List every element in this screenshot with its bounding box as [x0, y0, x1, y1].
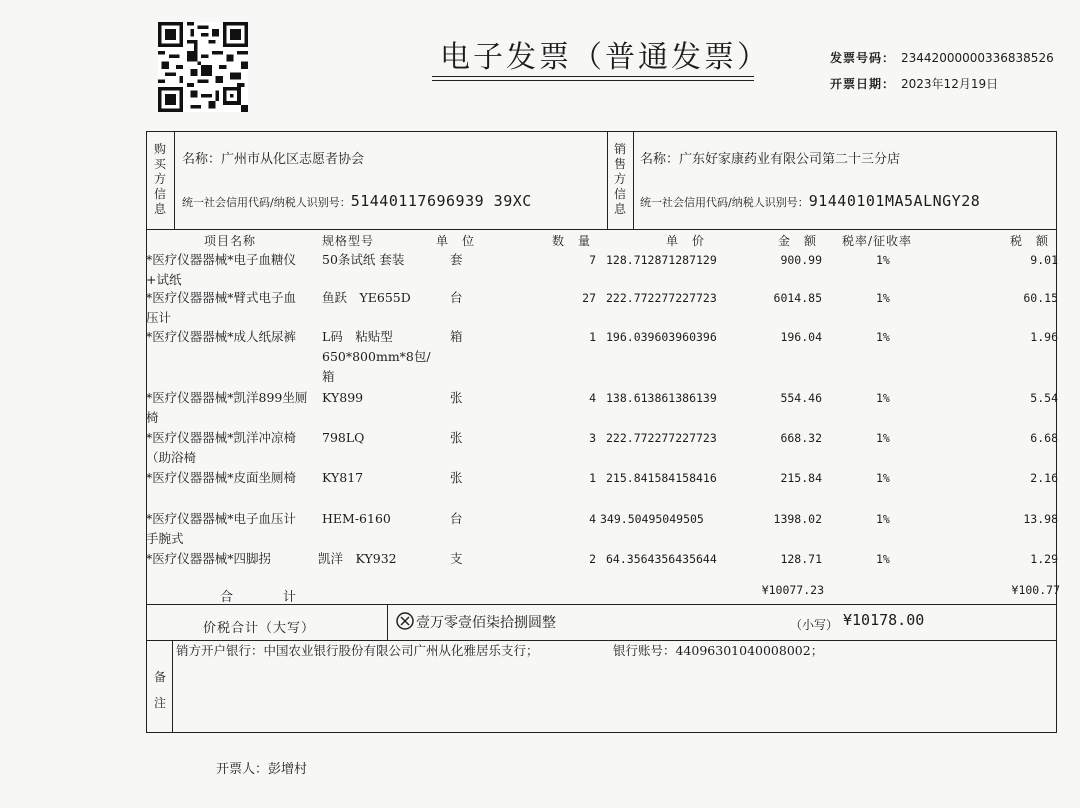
- item-rate: 1%: [876, 431, 890, 445]
- item-unit: 箱: [450, 329, 463, 344]
- item-price: 138.613861386139: [606, 391, 717, 405]
- seller-bank: 销方开户银行：中国农业银行股份有限公司广州从化雅居乐支行；: [176, 643, 539, 658]
- seller-side-label: 销 售 方 信 息: [613, 142, 626, 216]
- buyer-tax-id: 51440117696939 39XC: [350, 192, 532, 210]
- drawer-label: 开票人：: [216, 762, 269, 777]
- item-spec: KY817: [322, 470, 364, 485]
- invoice-date-row: [830, 75, 998, 92]
- item-qty: 4: [589, 391, 596, 405]
- col-header-tax: 税 额: [1010, 234, 1050, 248]
- seller-id-row: [640, 191, 980, 210]
- item-spec: L码 粘贴型650*800mm*8包/箱: [322, 329, 431, 384]
- total-label: 合 计: [220, 590, 305, 605]
- item-qty: 4: [589, 512, 596, 526]
- item-amount: 128.71: [780, 552, 822, 566]
- item-spec: HEM-6160: [322, 511, 391, 526]
- total-figures-label: （小写）: [790, 618, 839, 632]
- item-qty: 1: [589, 330, 596, 344]
- item-price: 222.772277227723: [606, 431, 717, 445]
- buyer-id-label: 统一社会信用代码/纳税人识别号：: [182, 196, 351, 209]
- item-tax: 5.54: [1030, 391, 1058, 405]
- item-amount: 196.04: [780, 330, 822, 344]
- circle-x-icon: [396, 612, 414, 630]
- item-spec: 凯洋 KY932: [318, 551, 397, 566]
- seller-name: 广东好家康药业有限公司第二十三分店: [679, 152, 901, 167]
- col-header-unit: 单 位: [436, 234, 476, 248]
- item-rate: 1%: [876, 330, 890, 344]
- col-header-spec: 规格型号: [322, 234, 375, 248]
- item-tax: 13.98: [1023, 512, 1058, 526]
- seller-id-label: 统一社会信用代码/纳税人识别号：: [640, 196, 809, 209]
- drawer-row: [216, 758, 307, 777]
- item-name: *医疗仪器器械*电子血糖仪+试纸: [146, 252, 297, 287]
- total-figures: ¥10178.00: [843, 611, 925, 629]
- title-underline: [432, 76, 754, 77]
- col-header-qty: 数 量: [552, 234, 592, 248]
- item-rate: 1%: [876, 471, 890, 485]
- item-unit: 台: [450, 511, 463, 526]
- title-underline: [432, 80, 754, 81]
- invoice-number-row: [830, 49, 1054, 66]
- item-tax: 9.01: [1030, 253, 1058, 267]
- item-unit: 支: [450, 551, 463, 566]
- col-header-rate: 税率/征收率: [842, 234, 913, 248]
- item-amount: 900.99: [780, 253, 822, 267]
- item-rate: 1%: [876, 512, 890, 526]
- item-qty: 1: [589, 471, 596, 485]
- drawer-name: 彭增村: [268, 762, 308, 777]
- seller-name-label: 名称：: [640, 152, 680, 167]
- item-price: 64.3564356435644: [606, 552, 717, 566]
- item-name: *医疗仪器器械*成人纸尿裤: [146, 329, 297, 344]
- seller-tax-id: 91440101MA5ALNGY28: [808, 192, 981, 210]
- item-tax: 1.29: [1030, 552, 1058, 566]
- item-price: 128.712871287129: [606, 253, 717, 267]
- table-rule: [174, 131, 175, 230]
- item-qty: 27: [582, 291, 596, 305]
- invoice-date: 2023年12月19日: [901, 77, 999, 91]
- item-unit: 张: [450, 430, 463, 445]
- buyer-name-row: [182, 148, 364, 167]
- item-name: *医疗仪器器械*四脚拐: [146, 551, 272, 566]
- item-rate: 1%: [876, 291, 890, 305]
- item-unit: 张: [450, 390, 463, 405]
- buyer-side-label: 购 买 方 信 息: [153, 142, 166, 216]
- item-rate: 1%: [876, 391, 890, 405]
- item-price: 222.772277227723: [606, 291, 717, 305]
- item-qty: 7: [589, 253, 596, 267]
- total-amount: ¥10077.23: [761, 583, 824, 597]
- invoice-number: 23442000000336838526: [901, 51, 1054, 65]
- item-name: *医疗仪器器械*凯洋899坐厕椅: [146, 390, 308, 425]
- table-rule: [172, 640, 173, 732]
- item-name: *医疗仪器器械*电子血压计手腕式: [146, 511, 297, 546]
- item-amount: 668.32: [780, 431, 822, 445]
- item-amount: 554.46: [780, 391, 822, 405]
- item-name: *医疗仪器器械*凯洋冲凉椅（助浴椅: [146, 430, 297, 465]
- item-amount: 215.84: [780, 471, 822, 485]
- item-spec: 鱼跃 YE655D: [322, 290, 411, 305]
- item-tax: 1.96: [1030, 330, 1058, 344]
- table-rule: [607, 131, 608, 230]
- table-rule: [633, 131, 634, 230]
- total-in-words: 壹万零壹佰柒拾捌圆整: [416, 615, 556, 631]
- item-name: *医疗仪器器械*臂式电子血压计: [146, 290, 297, 325]
- item-amount: 6014.85: [773, 291, 822, 305]
- item-name: *医疗仪器器械*皮面坐厕椅: [146, 470, 297, 485]
- buyer-name: 广州市从化区志愿者协会: [221, 152, 365, 167]
- item-spec: KY899: [322, 390, 364, 405]
- seller-account: 银行账号：44096301040008002；: [613, 643, 824, 658]
- item-unit: 套: [450, 252, 463, 267]
- item-qty: 3: [589, 431, 596, 445]
- total-in-words-label: 价税合计（大写）: [203, 621, 316, 636]
- invoice-title: 电子发票（普通发票）: [440, 40, 770, 75]
- item-unit: 张: [450, 470, 463, 485]
- item-price: 215.841584158416: [606, 471, 717, 485]
- item-tax: 6.68: [1030, 431, 1058, 445]
- item-rate: 1%: [876, 552, 890, 566]
- item-price: 349.50495049505: [600, 512, 704, 526]
- invoice-number-label: 发票号码：: [830, 51, 896, 65]
- seller-name-row: [640, 148, 900, 167]
- buyer-id-row: [182, 191, 532, 210]
- item-amount: 1398.02: [773, 512, 822, 526]
- item-tax: 2.16: [1030, 471, 1058, 485]
- item-tax: 60.15: [1023, 291, 1058, 305]
- item-qty: 2: [589, 552, 596, 566]
- item-spec: 50条试纸 套装: [322, 252, 405, 267]
- col-header-amount: 金 额: [778, 234, 818, 248]
- item-unit: 台: [450, 290, 463, 305]
- col-header-name: 项目名称: [204, 234, 257, 248]
- buyer-name-label: 名称：: [182, 152, 222, 167]
- qr-code: [156, 22, 250, 112]
- invoice-date-label: 开票日期：: [830, 77, 896, 91]
- col-header-price: 单 价: [666, 234, 706, 248]
- item-rate: 1%: [876, 253, 890, 267]
- item-price: 196.039603960396: [606, 330, 717, 344]
- remarks-side-label: 备 注: [153, 670, 166, 710]
- table-rule: [146, 229, 1057, 230]
- total-tax: ¥100.77: [1011, 583, 1060, 597]
- table-rule: [387, 604, 388, 641]
- item-spec: 798LQ: [322, 430, 365, 445]
